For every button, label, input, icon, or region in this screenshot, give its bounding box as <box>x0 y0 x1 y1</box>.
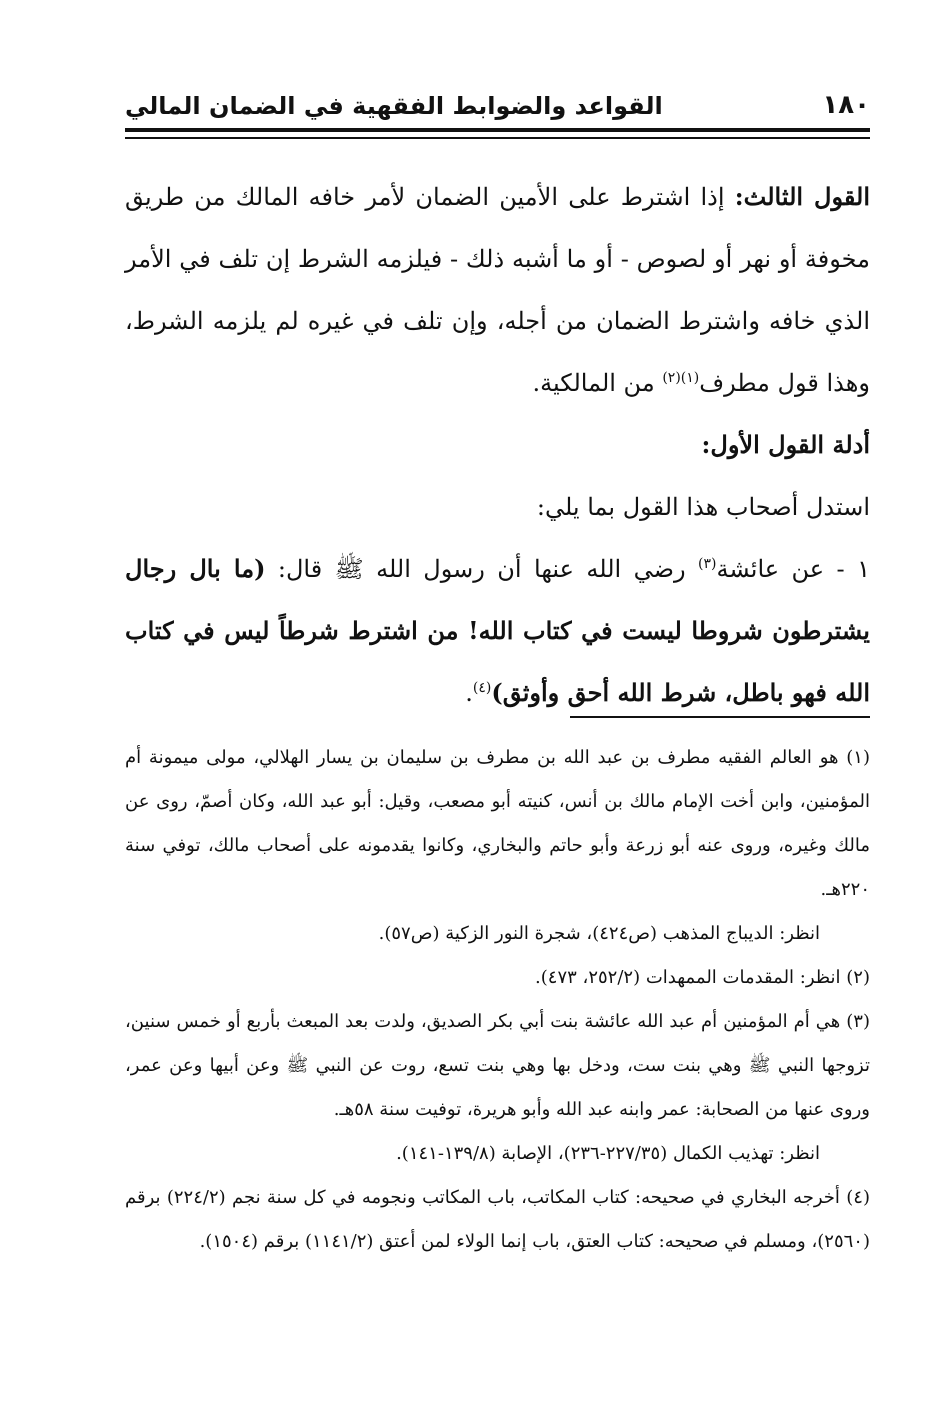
running-title: القواعد والضوابط الفقهية في الضمان المالي <box>125 92 663 120</box>
evidence-1 <box>125 538 870 724</box>
evidence-1-mid: رضي الله عنها أن رسول الله ﷺ قال: <box>265 555 699 583</box>
footnote-separator <box>570 716 870 718</box>
main-text <box>125 166 870 724</box>
footnote-4: (٤) أخرجه البخاري في صحيحه: كتاب المكاتب، باب المكاتب ونجومه في كل سنة نجم (٢٢٤/٢) برقم (٢٥٦٠)، ومسلم في صحيحه: كتاب العتق، باب إنما الولاء لمن أعتق (١١٤١/٢) برقم (١٥٠٤). <box>125 1187 870 1252</box>
paragraph-third-opinion <box>125 166 870 414</box>
page-number: ١٨٠ <box>822 90 870 120</box>
footnote-2: (٢) انظر: المقدمات الممهدات (٢٥٢/٢، ٤٧٣). <box>535 967 870 988</box>
footnote-3-reference: انظر: تهذيب الكمال (٢٢٧/٣٥-٢٣٦)، الإصابة (١٣٩/٨-١٤١). <box>396 1143 820 1164</box>
hadith-text: (ما بال رجال يشترطون شروطا ليست في كتاب الله! من اشترط شرطاً ليس في كتاب الله فهو باطل، شرط الله أحق وأوثق) <box>125 554 870 707</box>
footnote-ref-4: (٤) <box>472 680 492 696</box>
third-opinion-lead: القول الثالث: <box>734 182 870 211</box>
third-opinion-tail: من المالكية. <box>532 369 663 397</box>
footnote-1: (١) هو العالم الفقيه مطرف بن عبد الله بن مطرف بن سليمان بن يسار الهلالي، مولى ميمونة أم المؤمنين، وابن أخت الإمام مالك بن أنس، كنيته أبو مصعب، وقيل: أبو عبد الله، وكان أصمّ، روى عن مالك وغيره، وروى عنه أبو زرعة وأبو حاتم والبخاري، وكانوا يقدمونه على أصحاب مالك، توفي سنة ٢٢٠هـ. <box>125 747 870 900</box>
footnote-3: (٣) هي أم المؤمنين أم عبد الله عائشة بنت أبي بكر الصديق، ولدت بعد المبعث بأربع أو خمس سنين، تزوجها النبي ﷺ وهي بنت ست، ودخل بها وهي بنت تسع، روت عن النبي ﷺ وعن أبيها وعن عمر، وروى عنها من الصحابة: عمر وابنه عبد الله وأبو هريرة، توفيت سنة ٥٨هـ. <box>125 1011 871 1120</box>
evidence-intro: استدل أصحاب هذا القول بما يلي: <box>536 493 870 521</box>
footnote-ref-3: (٣) <box>698 556 717 572</box>
third-opinion-text: إذا اشترط على الأمين الضمان لأمر خافه المالك من طريق مخوفة أو نهر أو لصوص - أو ما أشبه ذلك - فيلزمه الشرط إن تلف في الأمر الذي خافه واشترط الضمان من أجله، وإن تلف في غيره لم يلزمه الشرط، وهذا قول مطرف <box>125 183 870 397</box>
evidence-1-end: . <box>465 679 473 707</box>
evidence-1-start: ١ - عن عائشة <box>716 555 870 583</box>
footnote-ref-1-2: (١)(٢) <box>662 370 700 386</box>
page-header <box>125 88 870 128</box>
footnote-1-reference: انظر: الديباج المذهب (ص٤٢٤)، شجرة النور الزكية (ص٥٧). <box>378 923 820 944</box>
section-heading: أدلة القول الأول: <box>701 430 870 459</box>
footnotes <box>125 736 870 1264</box>
header-rule-thick <box>125 128 870 132</box>
header-rule-thin <box>125 137 870 139</box>
